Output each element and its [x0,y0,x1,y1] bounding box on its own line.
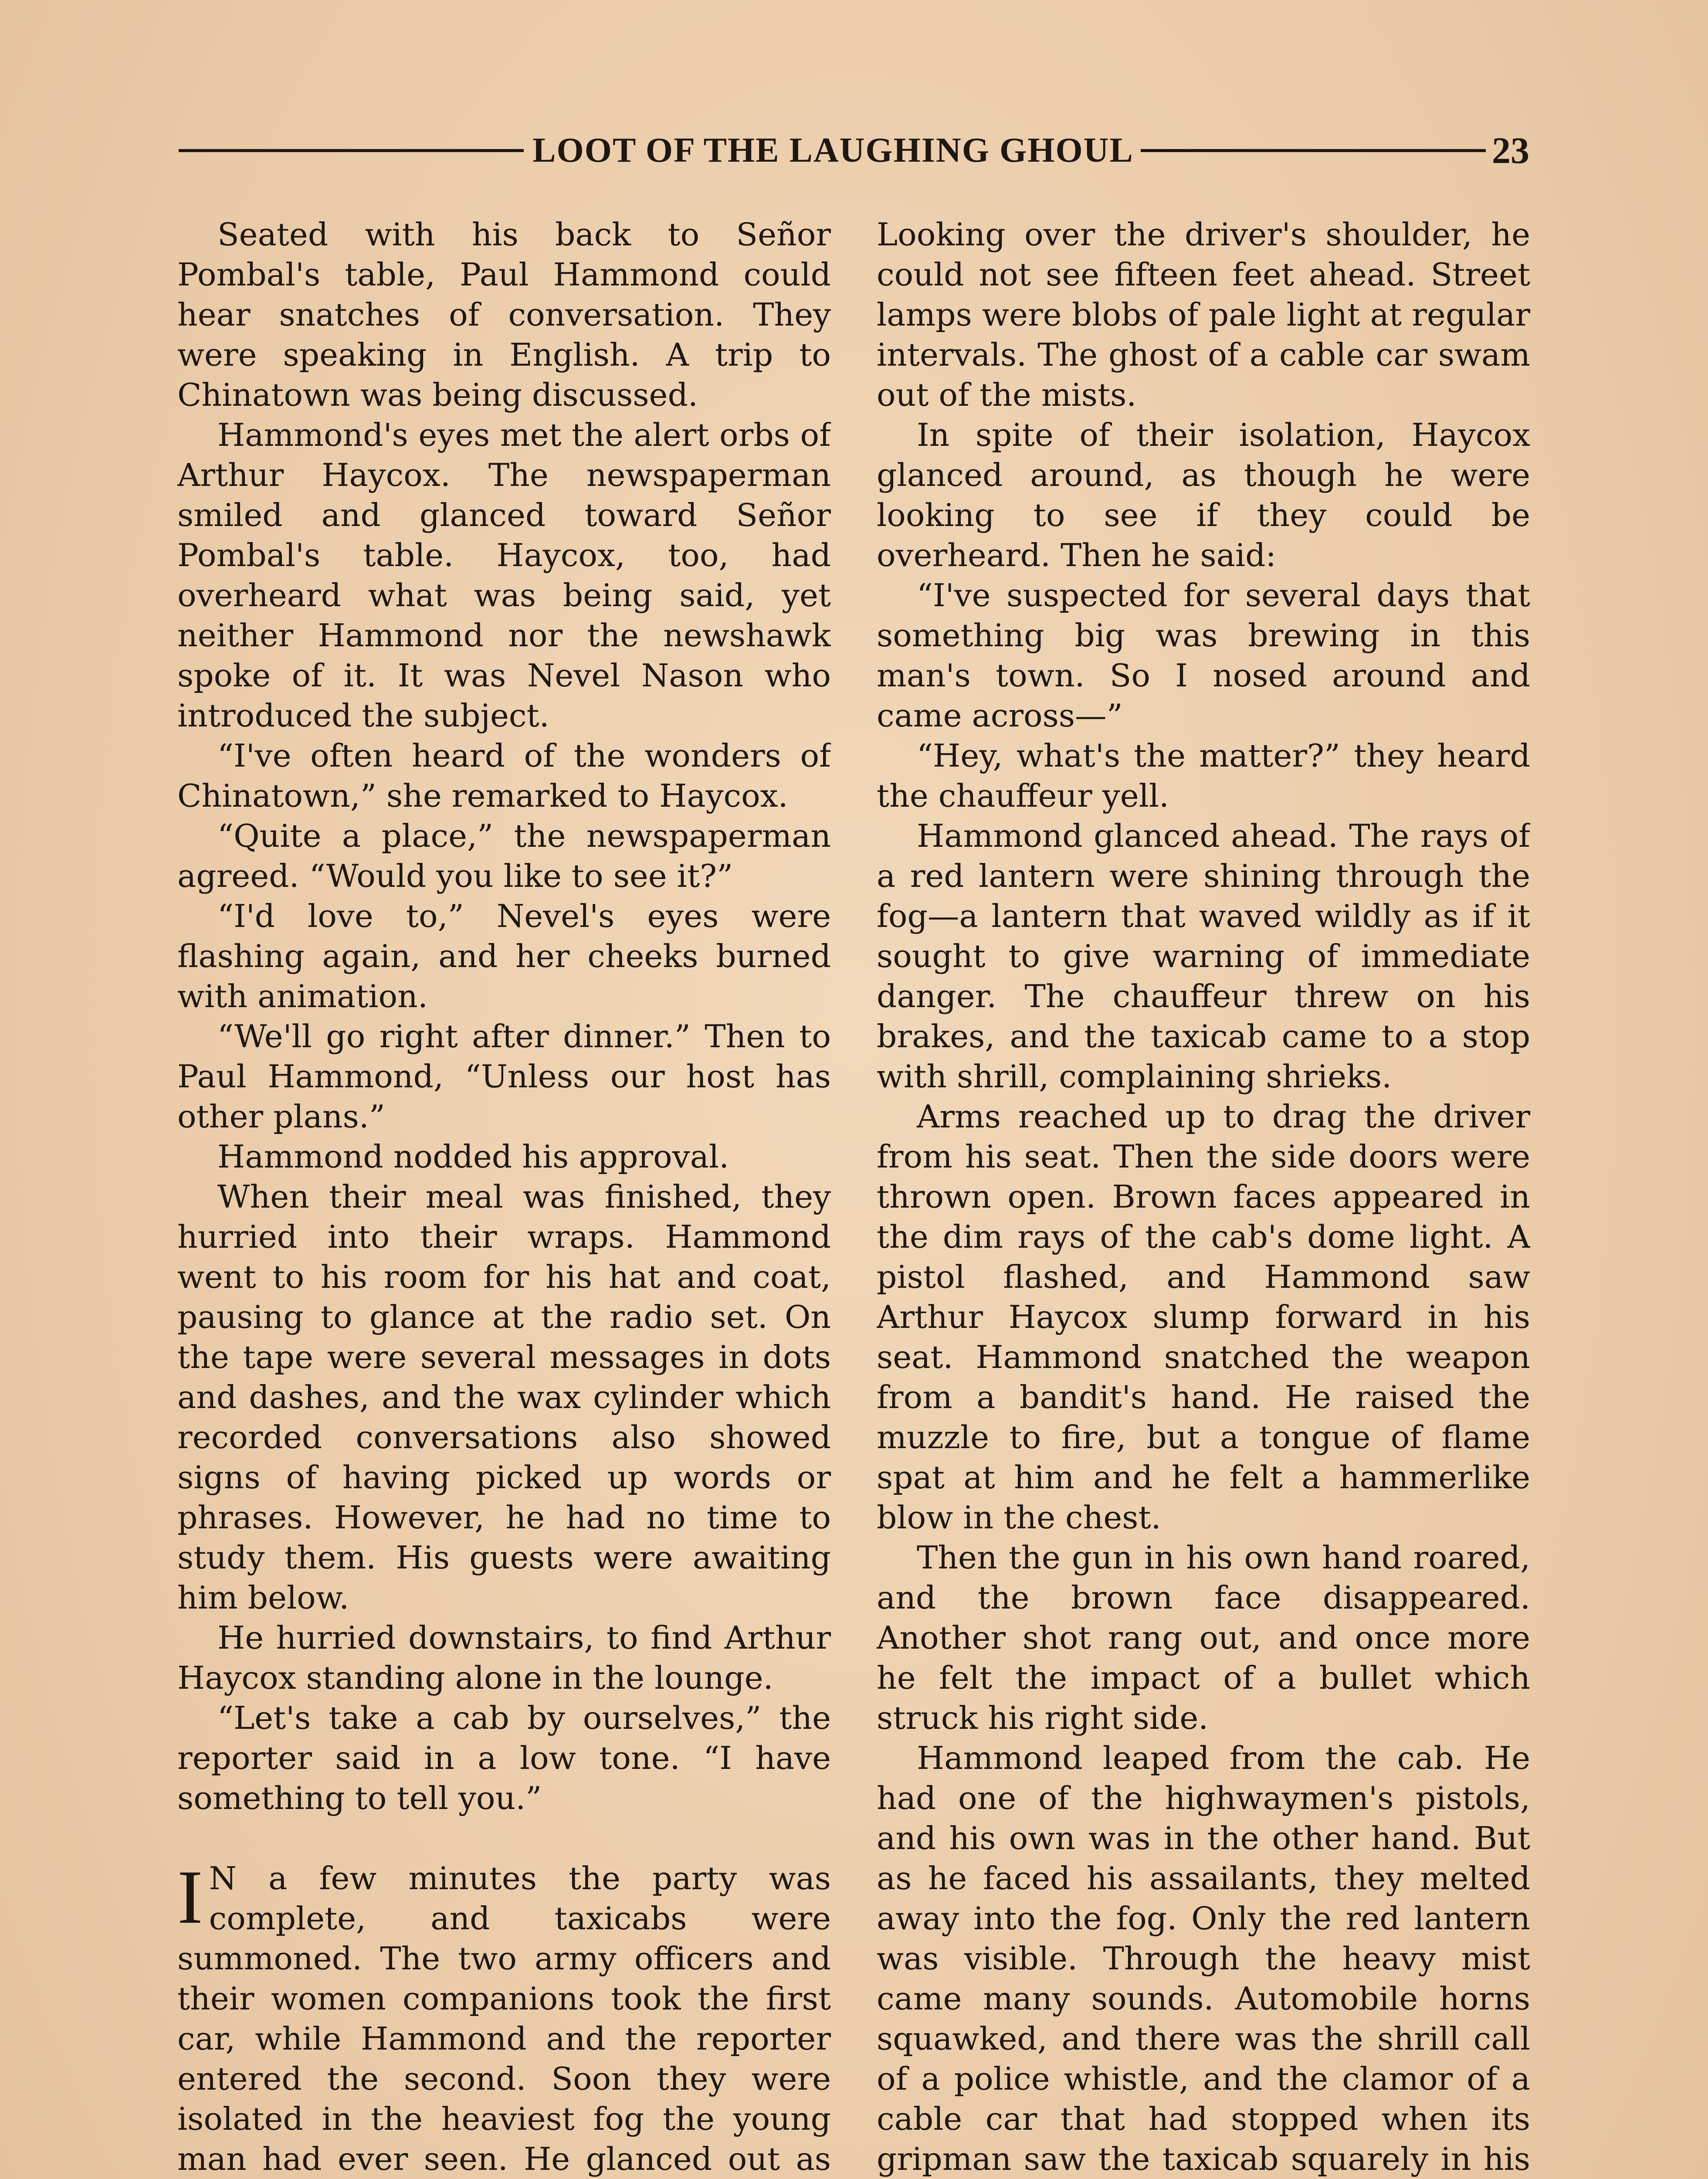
running-title: LOOT OF THE LAUGHING GHOUL [532,131,1134,170]
section-start-paragraph [177,1855,831,2179]
running-header [179,126,1529,174]
header-rule-left [179,149,524,152]
paragraph: “I've suspected for several days that something big was brewing in this man's town. So I nosed around and came across—” [877,577,1530,734]
header-rule-right [1141,149,1486,152]
drop-cap: I [177,1855,203,1940]
continued-paragraph: Looking over the driver's shoulder, he could not see fifteen feet ahead. Street lamps were blobs of pale light at regular intervals. The ghost of a cable car swam out of the mists. [877,217,1530,414]
left-column [177,215,831,2179]
paragraph: “I'd love to,” Nevel's eyes were flashing again, and her cheeks burned with animation. [177,898,831,1015]
paragraph: Hammond glanced ahead. The rays of a red lantern were shining through the fog—a lantern that waved wildly as if it sought to give warning of immediate danger. The chauffeur threw on his brakes, and the taxicab came to a stop with shrill, complaining shrieks. [877,818,1530,1095]
paragraph: He hurried downstairs, to find Arthur Haycox standing alone in the lounge. [177,1620,831,1697]
paragraph: Hammond nodded his approval. [217,1139,729,1175]
paragraph: “We'll go right after dinner.” Then to Paul Hammond, “Unless our host has other plans.” [177,1018,831,1135]
paragraph: Hammond's eyes met the alert orbs of Arthur Haycox. The newspaperman smiled and glanced toward Señor Pombal's table. Haycox, too, had overheard what was being said, yet neither Hammond nor the newshawk spoke of it. It was Nevel Nason who introduced the subject. [177,417,831,734]
paragraph: “Quite a place,” the newspaperman agreed. “Would you like to see it?” [177,818,831,895]
paragraph: Hammond leaped from the cab. He had one of the highwaymen's pistols, and his own was in the other hand. But as he faced his assailants, they melted away into the fog. Only the red lantern was visible. Through the heavy mist came many sounds. Automobile horns squawked, and there was the shrill call of a police whistle, and the clamor of a cable car that had stopped when its gripman saw the taxicab squarely in his [877,1740,1530,2178]
paragraph: When their meal was finished, they hurried into their wraps. Hammond went to his room for his hat and coat, pausing to glance at the radio set. On the tape were several messages in dots and dashes, and the wax cylinder which recorded conversations also showed signs of having picked up words or phrases. However, he had no time to study them. His guests were awaiting him below. [177,1179,831,1616]
paragraph: “Hey, what's the matter?” they heard the chauffeur yell. [877,738,1530,815]
section-paragraph-text: N a few minutes the party was complete, and taxicabs were summoned. The two army officers and their women companions took the first car, while Hammond and the reporter entered the second. Soon they were isolated in the heaviest fog the young man had ever seen. He glanced out as [177,1860,831,2178]
paragraph: Then the gun in his own hand roared, and the brown face disappeared. Another shot rang out, and once more he felt the impact of a bullet which struck his right side. [877,1540,1530,1737]
paragraph: “Let's take a cab by ourselves,” the reporter said in a low tone. “I have something to tell you.” [177,1700,831,1817]
paragraph: In spite of their isolation, Haycox glanced around, as though he were looking to see if they could be overheard. Then he said: [877,417,1530,574]
paragraph: “I've often heard of the wonders of Chinatown,” she remarked to Haycox. [177,738,831,815]
paragraph: Arms reached up to drag the driver from his seat. Then the side doors were thrown open. Brown faces appeared in the dim rays of the cab's dome light. A pistol flashed, and Hammond saw Arthur Haycox slump forward in his seat. Hammond snatched the weapon from a bandit's hand. He raised the muzzle to fire, but a tongue of flame spat at him and he felt a hammerlike blow in the chest. [877,1099,1530,1536]
right-column [877,215,1530,2179]
page-number: 23 [1492,129,1529,171]
paragraph: Seated with his back to Señor Pombal's table, Paul Hammond could hear snatches of conversation. They were speaking in English. A trip to Chinatown was being discussed. [177,217,831,414]
